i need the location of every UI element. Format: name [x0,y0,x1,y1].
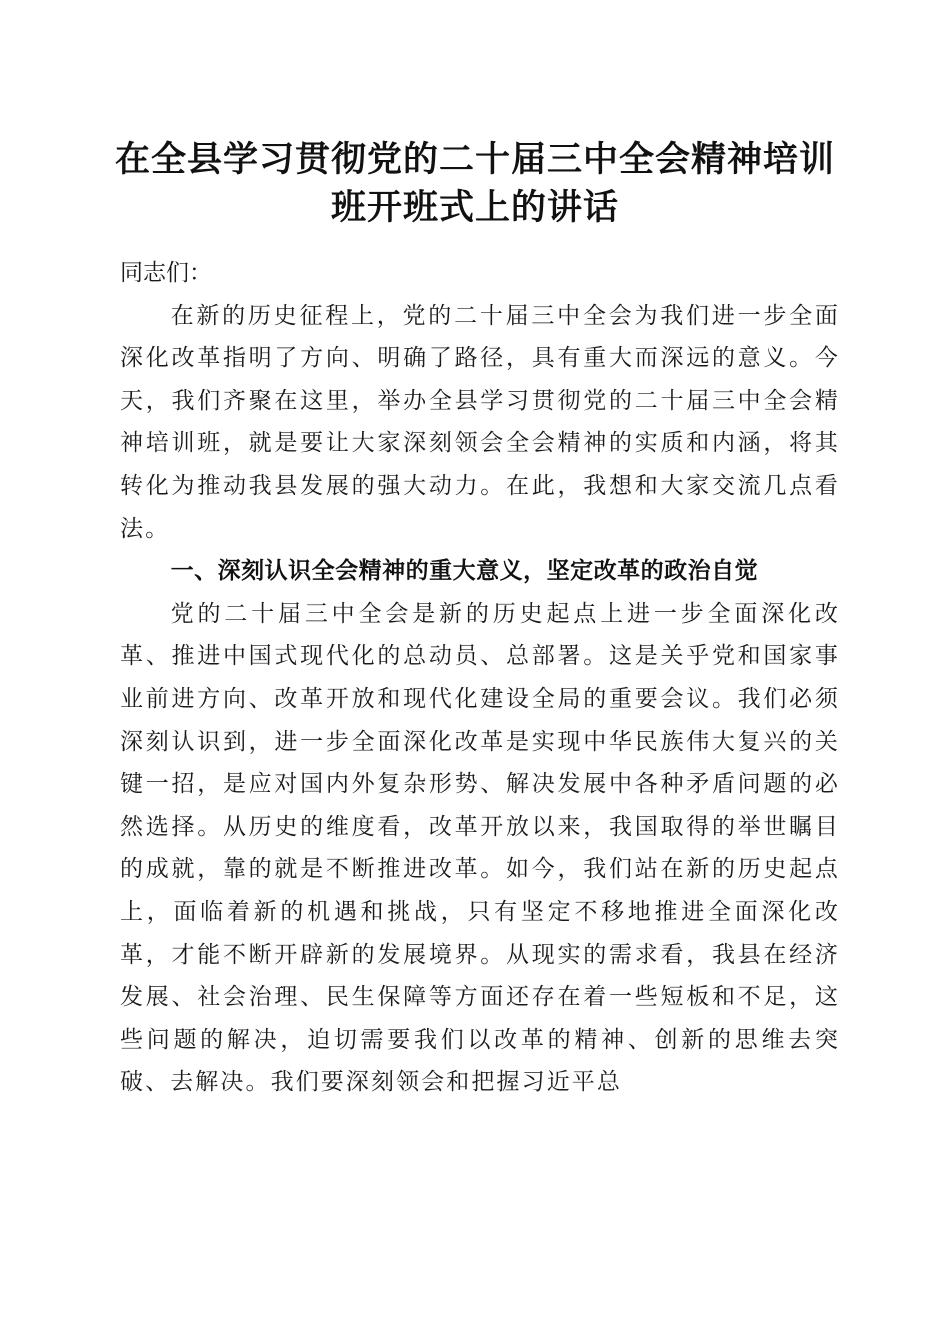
salutation: 同志们： [120,260,212,286]
document-title [100,136,850,232]
paragraph-section-1: 党的二十届三中全会是新的历史起点上进一步全面深化改革、推进中国式现代化的总动员、总部署。这是关乎党和国家事业前进方向、改革开放和现代化建设全局的重要会议。我们必须深刻认识到，进一步全面深化改革是实现中华民族伟大复兴的关键一招，是应对国内外复杂形势、解决发展中各种矛盾问题的必然选择。从历史的维度看，改革开放以来，我国取得的举世瞩目的成就，靠的就是不断推进改革。如今，我们站在新的历史起点上，面临着新的机遇和挑战，只有坚定不移地推进全面深化改革，才能不断开辟新的发展境界。从现实的需求看，我县在经济发展、社会治理、民生保障等方面还存在着一些短板和不足，这些问题的解决，迫切需要我们以改革的精神、创新的思维去突破、去解决。我们要深刻领会和把握习近平总 [120,600,840,1096]
section-heading-1: 一、深刻认识全会精神的重大意义，坚定改革的政治自觉 [170,558,759,585]
document-body [120,252,840,1104]
title-line-1: 在全县学习贯彻党的二十届三中全会精神培训 [114,139,835,180]
title-line-2: 班开班式上的讲话 [330,187,619,228]
paragraph-intro: 在新的历史征程上，党的二十届三中全会为我们进一步全面深化改革指明了方向、明确了路径，具有重大而深远的意义。今天，我们齐聚在这里，举办全县学习贯彻党的二十届三中全会精神培训班，就是要让大家深刻领会全会精神的实质和内涵，将其转化为推动我县发展的强大动力。在此，我想和大家交流几点看法。 [120,302,840,542]
